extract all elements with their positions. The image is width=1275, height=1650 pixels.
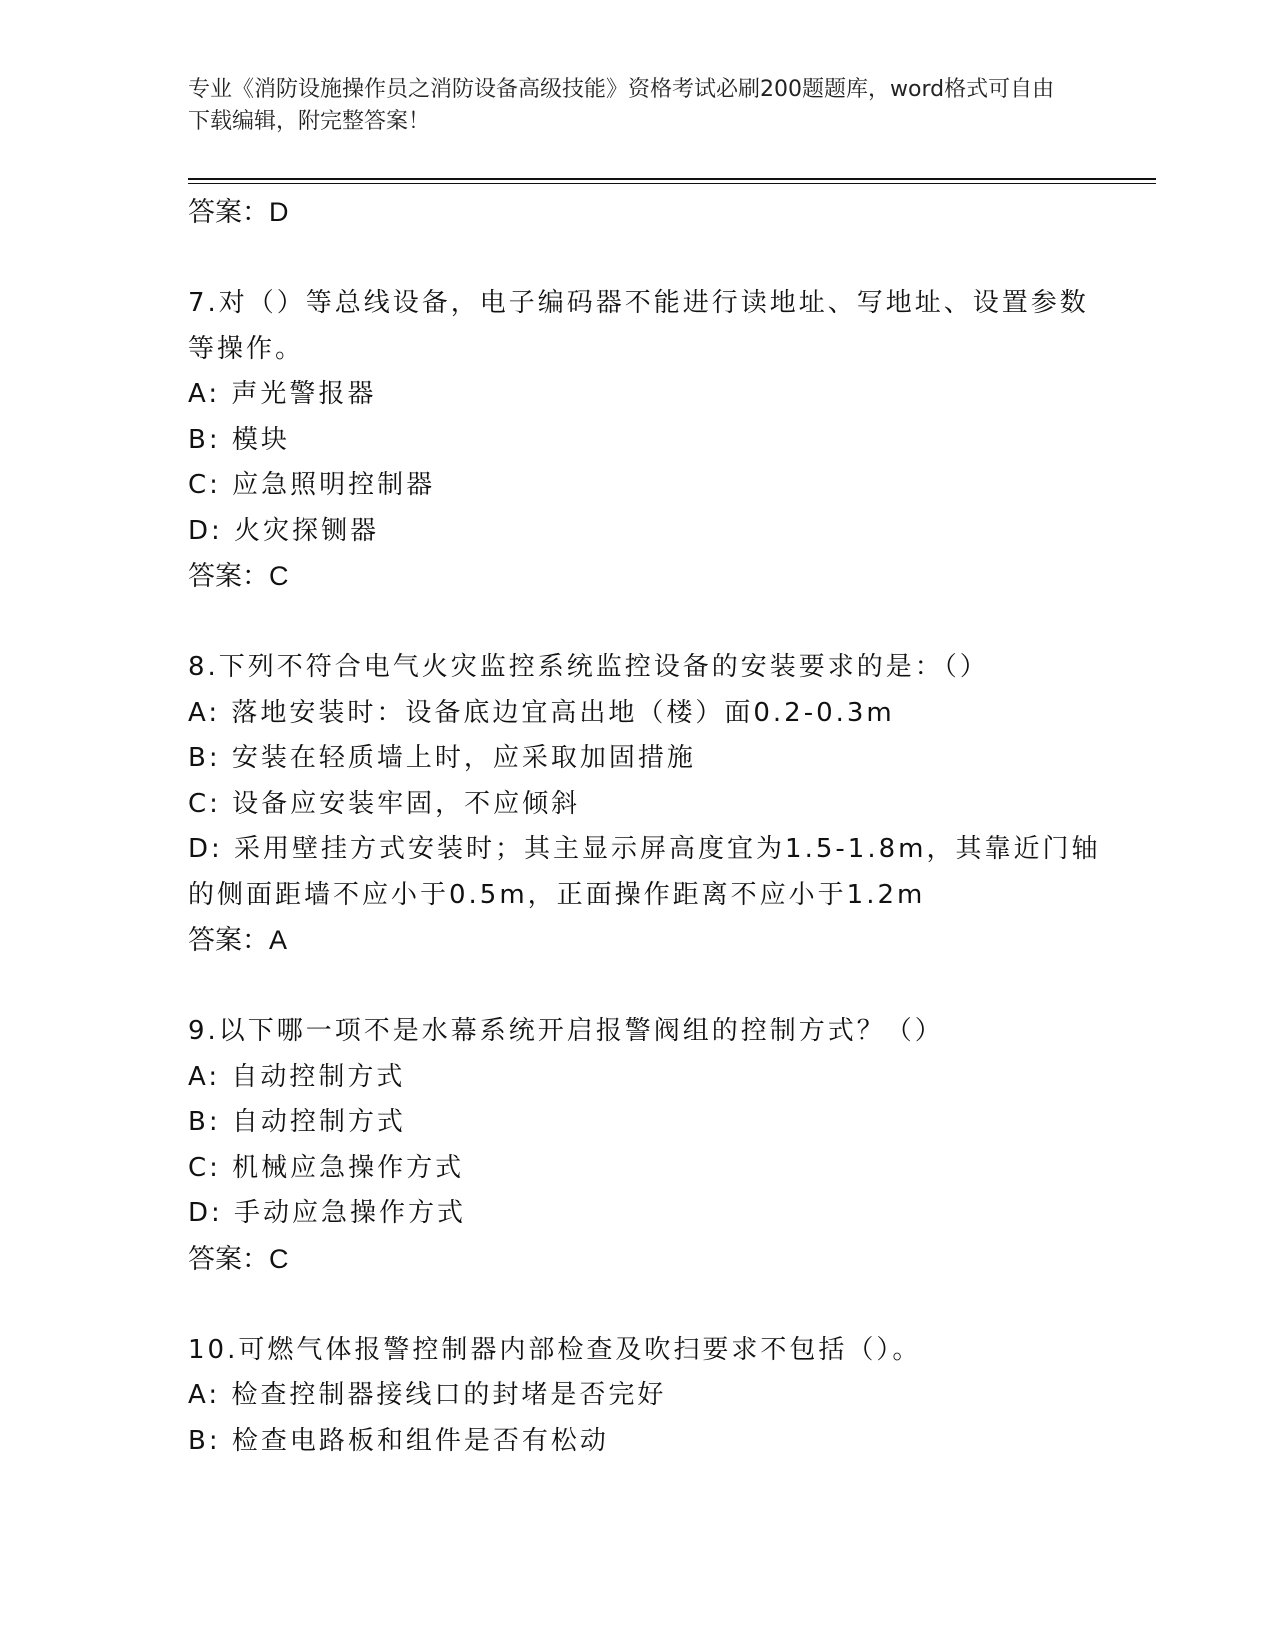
question-stem: 10.可燃气体报警控制器内部检查及吹扫要求不包括（）。 — [188, 1334, 922, 1365]
header-rule — [188, 178, 1156, 180]
option-c: C: 应急照明控制器 — [188, 470, 436, 500]
header-rule-thin — [188, 183, 1156, 184]
question-7 — [188, 281, 1108, 600]
answer-line: 答案：C — [188, 561, 289, 591]
option-a: A: 声光警报器 — [188, 379, 377, 409]
option-a: A: 检查控制器接线口的封堵是否完好 — [188, 1380, 667, 1410]
question-stem: 8.下列不符合电气火灾监控系统监控设备的安装要求的是：（） — [188, 652, 989, 682]
question-8 — [188, 645, 1108, 964]
option-b: B: 自动控制方式 — [188, 1107, 406, 1137]
answer-line: 答案：D — [188, 197, 289, 227]
option-a: A: 落地安装时：设备底边宜高出地（楼）面0.2-0.3m — [188, 697, 895, 728]
question-10 — [188, 1328, 1108, 1465]
option-d: D: 手动应急操作方式 — [188, 1198, 467, 1228]
option-d: D: 采用壁挂方式安装时；其主显示屏高度宜为1.5-1.8m，其靠近门轴的侧面距墙不应小于0.5m，正面操作距离不应小于1.2m — [188, 834, 1101, 910]
option-b: B: 模块 — [188, 424, 290, 455]
question-9 — [188, 1009, 1108, 1282]
option-a: A: 自动控制方式 — [188, 1061, 406, 1092]
option-b: B: 安装在轻质墙上时，应采取加固措施 — [188, 743, 696, 773]
question-stem: 7.对（）等总线设备，电子编码器不能进行读地址、写地址、设置参数等操作。 — [188, 288, 1089, 364]
option-c: C: 设备应安装牢固，不应倾斜 — [188, 788, 581, 819]
option-d: D: 火灾探铡器 — [188, 515, 380, 546]
option-c: C: 机械应急操作方式 — [188, 1152, 465, 1183]
document-header: 专业《消防设施操作员之消防设备高级技能》资格考试必刷200题题库，word格式可自由下载编辑，附完整答案！ — [188, 77, 1055, 134]
question-stem: 9.以下哪一项不是水幕系统开启报警阀组的控制方式？（） — [188, 1016, 944, 1046]
question-list — [188, 190, 1108, 1464]
option-b: B: 检查电路板和组件是否有松动 — [188, 1425, 609, 1456]
answer-line: 答案：A — [188, 925, 288, 955]
answer-line: 答案：C — [188, 1243, 289, 1274]
